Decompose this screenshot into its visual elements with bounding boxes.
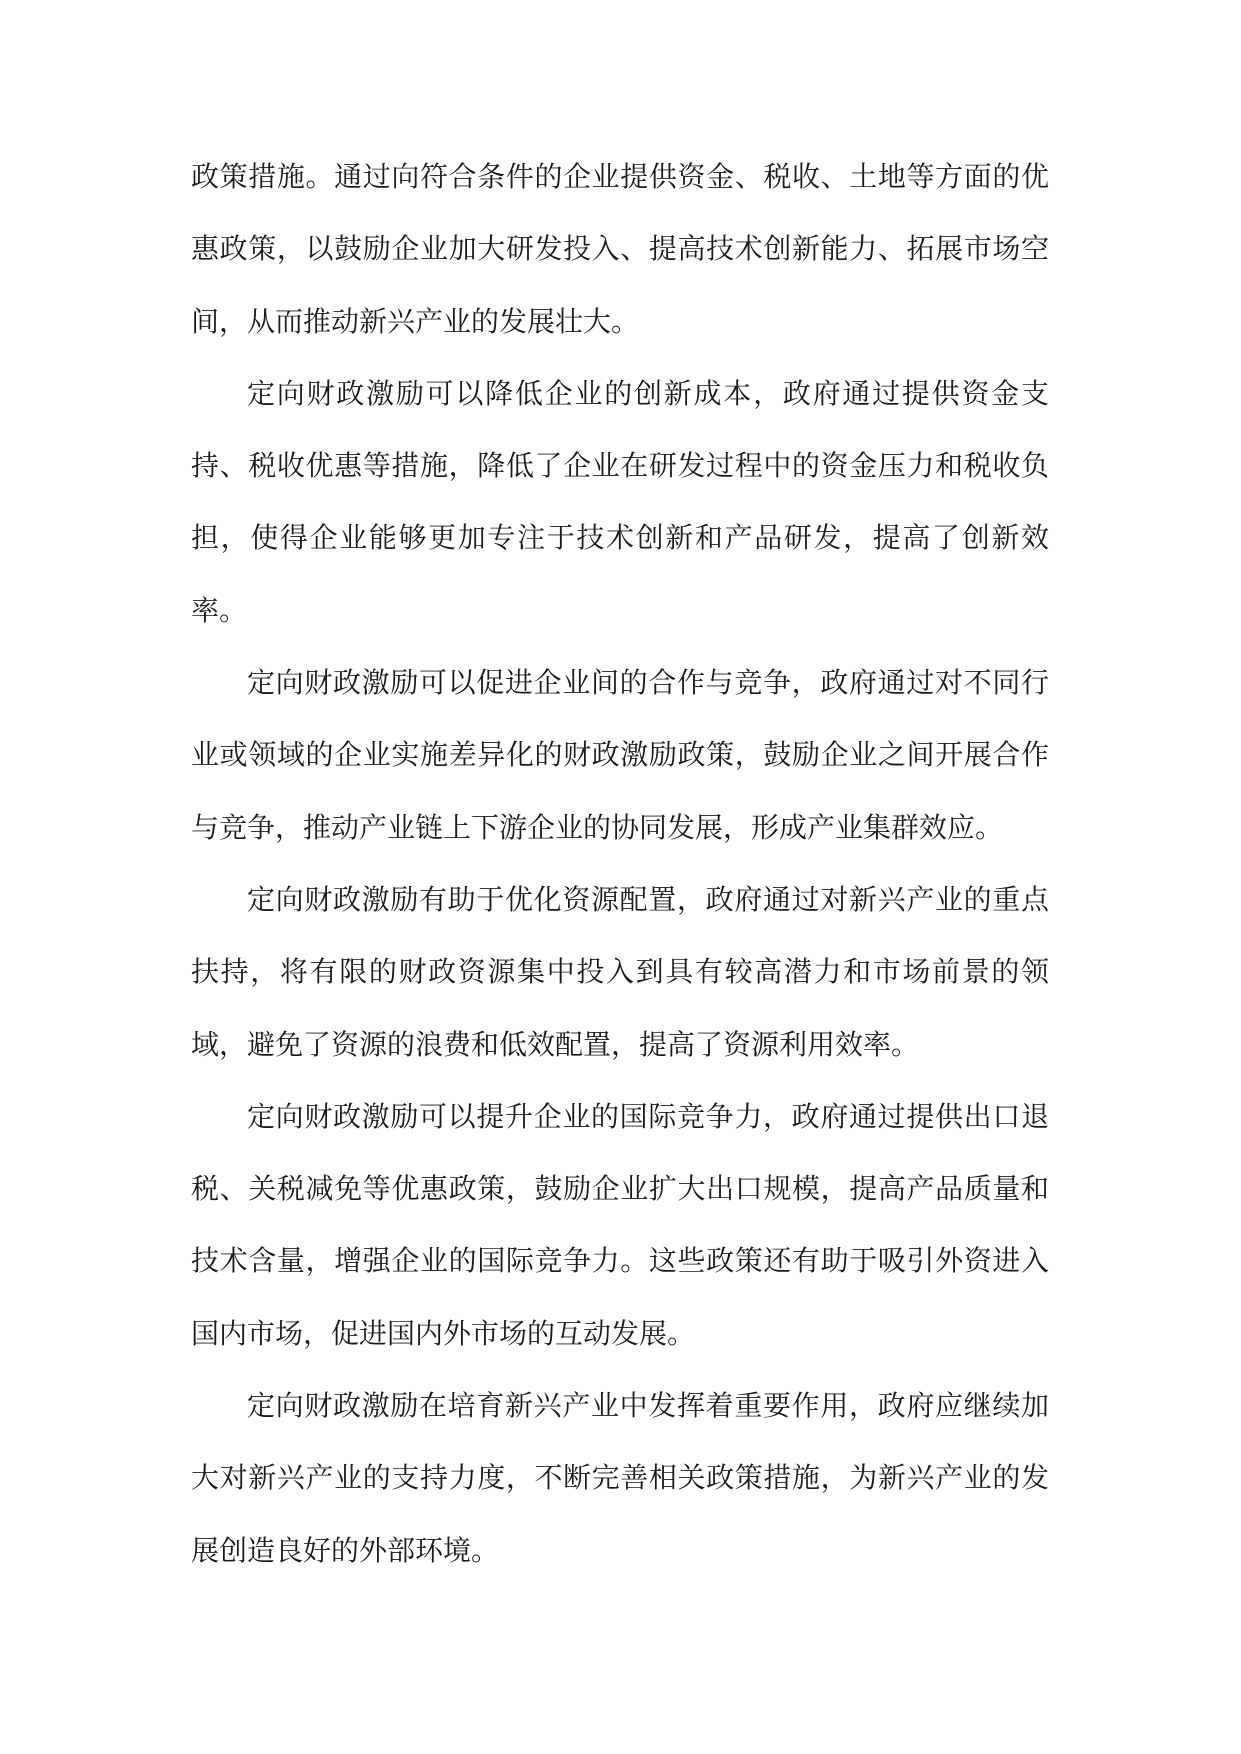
paragraph-international-competitiveness: 定向财政激励可以提升企业的国际竞争力，政府通过提供出口退税、关税减免等优惠政策，鼓励企业扩大出口规模，提高产品质量和技术含量，增强企业的国际竞争力。这些政策还有助于吸引外资进入国内市场，促进国内外市场的互动发展。 [191,1099,1049,1350]
paragraph-continued: 政策措施。通过向符合条件的企业提供资金、税收、土地等方面的优惠政策，以鼓励企业加大研发投入、提高技术创新能力、拓展市场空间，从而推动新兴产业的发展壮大。 [191,160,1049,338]
paragraph-resource-allocation: 定向财政激励有助于优化资源配置，政府通过对新兴产业的重点扶持，将有限的财政资源集中投入到具有较高潜力和市场前景的领域，避免了资源的浪费和低效配置，提高了资源利用效率。 [191,882,1049,1061]
paragraph-conclusion: 定向财政激励在培育新兴产业中发挥着重要作用，政府应继续加大对新兴产业的支持力度，不断完善相关政策措施，为新兴产业的发展创造良好的外部环境。 [191,1389,1049,1567]
paragraph-cooperation-competition: 定向财政激励可以促进企业间的合作与竞争，政府通过对不同行业或领域的企业实施差异化的财政激励政策，鼓励企业之间开展合作与竞争，推动产业链上下游企业的协同发展，形成产业集群效应。 [191,666,1049,844]
body-text [191,141,1049,1587]
paragraph-innovation-cost: 定向财政激励可以降低企业的创新成本，政府通过提供资金支持、税收优惠等措施，降低了企业在研发过程中的资金压力和税收负担，使得企业能够更加专注于技术创新和产品研发，提高了创新效率。 [191,376,1049,627]
